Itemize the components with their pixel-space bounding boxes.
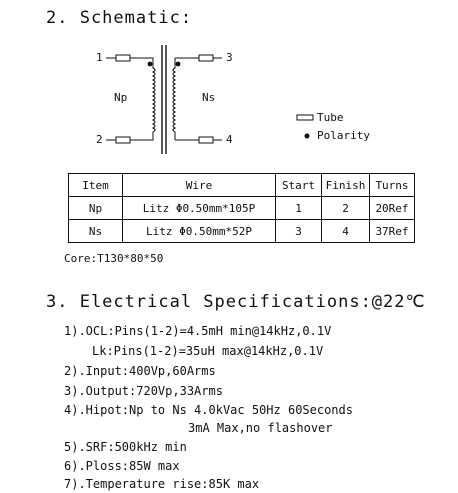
spec-line: 3).Output:720Vp,33Arms [64, 384, 223, 398]
table-cell: 3 [276, 220, 322, 243]
pin1-tube [116, 55, 130, 61]
table-row [69, 220, 415, 243]
tube-legend-label: Tube [317, 111, 344, 124]
primary-polarity-dot [148, 62, 153, 67]
table-cell: 2 [322, 197, 370, 220]
table-header-cell: Item [69, 174, 123, 197]
section2-heading: 2. Schematic: [46, 8, 193, 28]
table-header-cell: Finish [322, 174, 370, 197]
secondary-coil [173, 58, 175, 140]
spec-line: 5).SRF:500kHz min [64, 440, 187, 454]
pin-2-label: 2 [96, 133, 103, 146]
core-spec: Core:T130*80*50 [64, 252, 164, 265]
section3-heading: 3. Electrical Specifications:@22℃ [46, 292, 426, 312]
table-cell: Np [69, 197, 123, 220]
polarity-legend-label: Polarity [317, 129, 370, 142]
spec-line: 6).Ploss:85W max [64, 459, 180, 473]
ns-label: Ns [202, 91, 216, 104]
pin-4-label: 4 [226, 133, 233, 146]
pin-3-label: 3 [226, 51, 233, 64]
table-cell: 4 [322, 220, 370, 243]
table-cell: 37Ref [370, 220, 415, 243]
winding-table [68, 173, 415, 243]
table-row [69, 197, 415, 220]
primary-coil [148, 58, 155, 140]
pin-1-label: 1 [96, 51, 103, 64]
np-label: Np [114, 91, 128, 104]
spec-line: 4).Hipot:Np to Ns 4.0kVac 50Hz 60Seconds [64, 403, 353, 417]
polarity-legend-icon [305, 134, 310, 139]
spec-line: Lk:Pins(1-2)=35uH max@14kHz,0.1V [92, 344, 324, 358]
table-cell: 20Ref [370, 197, 415, 220]
secondary-polarity-dot [176, 62, 181, 67]
table-cell: 1 [276, 197, 322, 220]
table-cell: Litz Φ0.50mm*52P [123, 220, 276, 243]
table-header-cell: Start [276, 174, 322, 197]
pin3-tube [199, 55, 213, 61]
table-header-cell: Wire [123, 174, 276, 197]
table-cell: Litz Φ0.50mm*105P [123, 197, 276, 220]
spec-line: 7).Temperature rise:85K max [64, 477, 260, 491]
table-header-row [69, 174, 415, 197]
spec-line: 3mA Max,no flashover [188, 421, 333, 435]
pin2-tube [116, 137, 130, 143]
spec-line: 2).Input:400Vp,60Arms [64, 364, 216, 378]
pin4-tube [199, 137, 213, 143]
table-header-cell: Turns [370, 174, 415, 197]
spec-line: 1).OCL:Pins(1-2)=4.5mH min@14kHz,0.1V [64, 324, 332, 338]
tube-legend-icon [297, 115, 313, 120]
table-cell: Ns [69, 220, 123, 243]
